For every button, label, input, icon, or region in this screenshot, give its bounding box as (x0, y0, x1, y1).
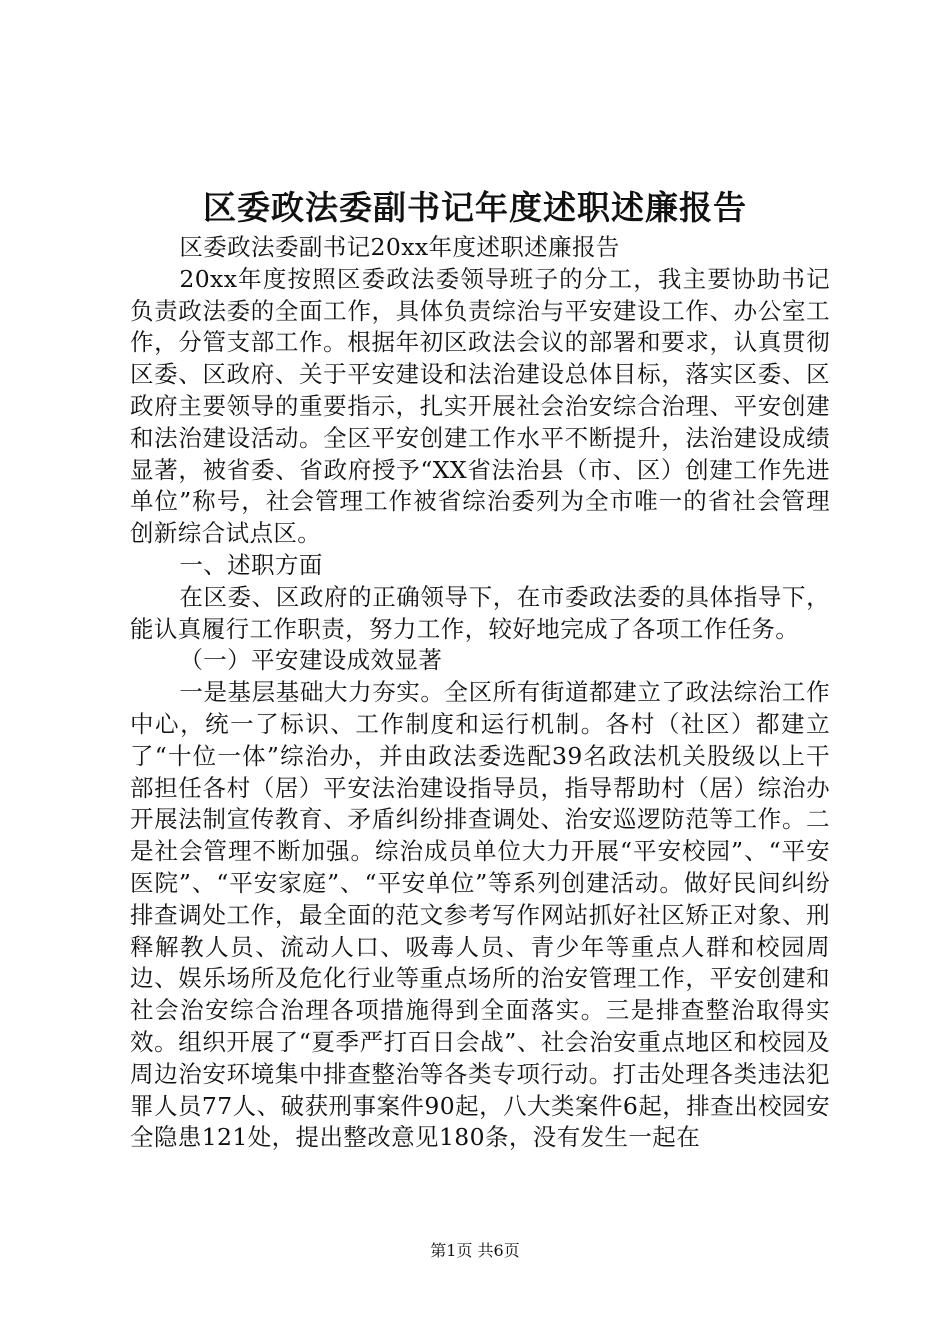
document-title: 区委政法委副书记年度述职述廉报告 (203, 188, 747, 227)
subsection-heading: （一）平安建设成效显著 (179, 646, 443, 675)
subtitle-paragraph: 区委政法委副书记20xx年度述职述廉报告 (179, 233, 620, 261)
body-paragraph: 一是基层基础大力夯实。全区所有街道都建立了政法综治工作中心，统一了标识、工作制度和运行机制。各村（社区）都建立了“十位一体”综治办，并由政法委选配39名政法机关股级以上干部担任各村（居）平安法治建设指导员，指导帮助村（居）综治办开展法制宣传教育、矛盾纠纷排查调处、治安巡逻防范等工作。二是社会管理不断加强。综治成员单位大力开展“平安校园”、“平安医院”、“平安家庭”、“平安单位”等系列创建活动。做好民间纠纷排查调处工作，最全面的范文参考写作网站抓好社区矫正对象、刑释解教人员、流动人口、吸毒人员、青少年等重点人群和校园周边、娱乐场所及危化行业等重点场所的治安管理工作，平安创建和社会治安综合治理各项措施得到全面落实。三是排查整治取得实效。组织开展了“夏季严打百日会战”、社会治安重点地区和校园及周边治安环境集中排查整治等各类专项行动。打击处理各类违法犯罪人员77人、破获刑事案件90起，八大类案件6起，排查出校园安全隐患121处，提出整改意见180条，没有发生一起在 (130, 678, 830, 1152)
document-body (130, 232, 830, 1154)
page-number-footer: 第1页 共6页 (430, 1241, 520, 1260)
section-heading: 一、述职方面 (179, 550, 323, 579)
section-intro-paragraph: 在区委、区政府的正确领导下，在市委政法委的具体指导下，能认真履行工作职责，努力工作，较好地完成了各项工作任务。 (130, 582, 830, 643)
intro-paragraph: 20xx年度按照区委政法委领导班子的分工，我主要协助书记负责政法委的全面工作，具体负责综治与平安建设工作、办公室工作，分管支部工作。根据年初区政法会议的部署和要求，认真贯彻区委、区政府、关于平安建设和法治建设总体目标，落实区委、区政府主要领导的重要指示，扎实开展社会治安综合治理、平安创建和法治建设活动。全区平安创建工作水平不断提升，法治建设成绩显著，被省委、省政府授予“XX省法治县（市、区）创建工作先进单位”称号，社会管理工作被省综治委列为全市唯一的省社会管理创新综合试点区。 (130, 264, 830, 548)
